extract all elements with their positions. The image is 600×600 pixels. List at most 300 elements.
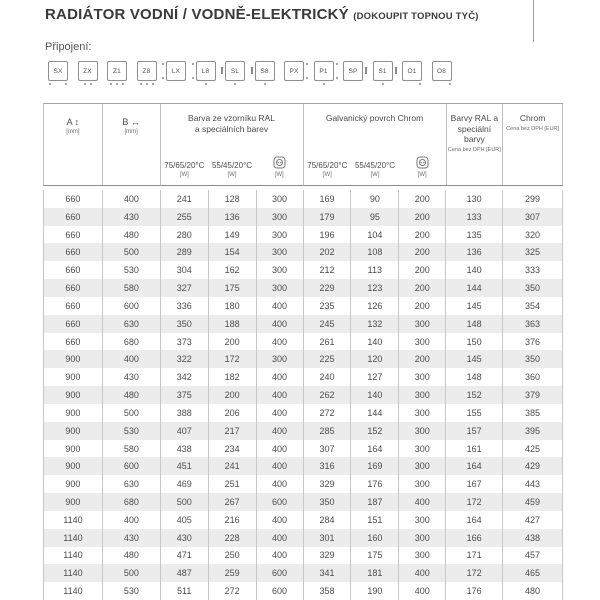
connections-label: Připojení: <box>45 41 92 53</box>
table-cell: 217 <box>209 422 257 440</box>
connection-type-label: SL <box>230 67 240 75</box>
table-cell: 144 <box>351 404 399 422</box>
table-cell: 511 <box>161 582 209 600</box>
table-cell: 400 <box>399 493 446 511</box>
radiator-spec-table <box>43 103 563 600</box>
group-ral-title-line1: Barva ze vzorníku RAL <box>188 113 275 123</box>
table-cell: 196 <box>304 226 352 244</box>
table-cell: 487 <box>161 564 209 582</box>
table-cell: 200 <box>209 386 257 404</box>
table-cell: 469 <box>161 475 209 493</box>
connection-type-label: O1 <box>407 67 417 75</box>
table-cell: 136 <box>209 208 257 226</box>
connection-point-dot <box>221 67 223 74</box>
col-a-header <box>44 104 103 185</box>
table-cell: 465 <box>503 564 563 582</box>
table-cell: 325 <box>503 243 563 261</box>
table-cell: 169 <box>351 457 399 475</box>
table-cell: 132 <box>351 315 399 333</box>
table-row <box>43 511 563 529</box>
table-cell: 430 <box>103 208 161 226</box>
table-cell: 200 <box>209 333 257 351</box>
table-cell: 172 <box>446 493 503 511</box>
table-cell: 200 <box>399 279 446 297</box>
table-cell: 400 <box>257 475 304 493</box>
table-cell: 480 <box>103 547 161 565</box>
connection-type-sl <box>225 61 245 81</box>
table-cell: 166 <box>446 529 503 547</box>
connection-type-sp <box>343 61 363 81</box>
table-cell: 182 <box>209 368 257 386</box>
table-cell: 660 <box>44 279 103 297</box>
connection-point-dot <box>205 83 207 85</box>
ral-55-45-header <box>208 156 256 178</box>
table-cell: 600 <box>257 493 304 511</box>
table-row <box>43 564 563 582</box>
price-ral-title-line1: Barvy RAL a <box>450 113 499 123</box>
table-cell: 333 <box>503 261 563 279</box>
table-cell: 190 <box>351 582 399 600</box>
table-cell: 660 <box>44 243 103 261</box>
table-cell: 430 <box>161 529 209 547</box>
ral-75-65-header <box>161 156 209 178</box>
table-cell: 400 <box>257 457 304 475</box>
table-row <box>43 582 563 600</box>
table-cell: 580 <box>103 440 161 458</box>
chrom-75-65-label: 75/65/20°C <box>307 161 348 170</box>
table-row <box>43 386 563 404</box>
table-cell: 154 <box>209 243 257 261</box>
table-cell: 300 <box>257 350 304 368</box>
table-cell: 284 <box>304 511 352 529</box>
connection-point-dot <box>323 83 325 85</box>
connection-type-label: O8 <box>436 67 447 75</box>
connection-type-o8 <box>432 61 452 81</box>
table-cell: 400 <box>257 315 304 333</box>
table-cell: 167 <box>446 475 503 493</box>
table-cell: 130 <box>446 190 503 208</box>
table-cell: 90 <box>351 190 399 208</box>
table-row <box>43 493 563 511</box>
connection-type-l8 <box>196 61 216 81</box>
table-cell: 228 <box>209 529 257 547</box>
table-cell: 427 <box>503 511 563 529</box>
table-cell: 316 <box>304 457 352 475</box>
table-cell: 225 <box>304 350 352 368</box>
table-cell: 630 <box>103 315 161 333</box>
connection-type-z8 <box>137 61 157 81</box>
electric-heating-icon <box>416 156 429 169</box>
table-cell: 400 <box>257 297 304 315</box>
connection-point-dot <box>395 67 397 74</box>
table-cell: 300 <box>399 457 446 475</box>
table-row <box>43 279 563 297</box>
connection-point-dot <box>49 83 51 85</box>
table-cell: 660 <box>44 315 103 333</box>
table-cell: 342 <box>161 368 209 386</box>
table-cell: 160 <box>351 529 399 547</box>
table-cell: 175 <box>209 279 257 297</box>
table-cell: 400 <box>257 440 304 458</box>
table-cell: 385 <box>503 404 563 422</box>
table-cell: 187 <box>351 493 399 511</box>
table-cell: 354 <box>503 297 563 315</box>
group-chrom-subheaders <box>304 156 446 178</box>
table-row <box>43 547 563 565</box>
table-cell: 300 <box>399 475 446 493</box>
table-row <box>43 529 563 547</box>
ral-55-45-unit: [W] <box>227 172 237 178</box>
table-cell: 108 <box>351 243 399 261</box>
chrom-electric-header <box>399 156 446 178</box>
connection-point-dot <box>116 83 118 85</box>
table-cell: 175 <box>351 547 399 565</box>
col-a-label: A ↕ <box>66 117 80 127</box>
table-cell: 379 <box>503 386 563 404</box>
table-cell: 272 <box>304 404 352 422</box>
table-cell: 212 <box>304 261 352 279</box>
table-cell: 400 <box>257 529 304 547</box>
price-chrom-header <box>503 104 563 185</box>
table-cell: 900 <box>44 493 103 511</box>
table-cell: 500 <box>103 243 161 261</box>
table-cell: 235 <box>304 297 352 315</box>
table-cell: 241 <box>161 190 209 208</box>
table-cell: 363 <box>503 315 563 333</box>
table-cell: 200 <box>399 261 446 279</box>
table-cell: 660 <box>44 226 103 244</box>
table-cell: 240 <box>304 368 352 386</box>
connection-type-s8 <box>255 61 275 81</box>
connection-point-dot <box>65 83 67 85</box>
table-cell: 255 <box>161 208 209 226</box>
table-cell: 261 <box>304 333 352 351</box>
table-row <box>43 261 563 279</box>
table-cell: 660 <box>44 208 103 226</box>
table-cell: 289 <box>161 243 209 261</box>
table-cell: 251 <box>209 475 257 493</box>
table-cell: 140 <box>446 261 503 279</box>
table-cell: 133 <box>446 208 503 226</box>
table-cell: 457 <box>503 547 563 565</box>
table-cell: 200 <box>399 208 446 226</box>
table-cell: 120 <box>351 350 399 368</box>
table-cell: 127 <box>351 368 399 386</box>
connection-point-dot <box>146 83 148 85</box>
table-cell: 429 <box>503 457 563 475</box>
table-cell: 299 <box>503 190 563 208</box>
table-cell: 157 <box>446 422 503 440</box>
connection-type-label: SP <box>348 67 358 75</box>
table-cell: 300 <box>257 279 304 297</box>
page-title-text: RADIÁTOR VODNÍ / VODNĚ-ELEKTRICKÝ <box>45 6 349 23</box>
table-cell: 300 <box>399 547 446 565</box>
table-cell: 350 <box>304 493 352 511</box>
table-cell: 200 <box>399 243 446 261</box>
table-cell: 145 <box>446 297 503 315</box>
table-cell: 471 <box>161 547 209 565</box>
connection-point-dot <box>449 83 451 85</box>
col-a-unit: [mm] <box>66 129 80 135</box>
table-cell: 480 <box>103 386 161 404</box>
table-cell: 148 <box>446 368 503 386</box>
table-cell: 400 <box>257 333 304 351</box>
price-chrom-title-line1: Chrom <box>519 113 546 123</box>
table-cell: 327 <box>161 279 209 297</box>
table-cell: 151 <box>351 511 399 529</box>
table-cell: 375 <box>161 386 209 404</box>
table-cell: 600 <box>257 582 304 600</box>
page-title-note: (DOKOUPIT TOPNOU TYČ) <box>353 11 479 22</box>
table-cell: 900 <box>44 386 103 404</box>
table-cell: 300 <box>257 243 304 261</box>
table-cell: 376 <box>503 333 563 351</box>
group-ral-title <box>188 104 275 134</box>
table-cell: 179 <box>304 208 352 226</box>
table-cell: 104 <box>351 226 399 244</box>
connection-type-lx <box>166 61 186 81</box>
table-cell: 188 <box>209 315 257 333</box>
table-cell: 400 <box>103 190 161 208</box>
table-cell: 900 <box>44 440 103 458</box>
table-cell: 300 <box>399 386 446 404</box>
table-cell: 500 <box>103 564 161 582</box>
table-cell: 329 <box>304 547 352 565</box>
table-cell: 680 <box>103 333 161 351</box>
table-cell: 407 <box>161 422 209 440</box>
table-cell: 360 <box>503 368 563 386</box>
table-cell: 95 <box>351 208 399 226</box>
table-cell: 200 <box>399 297 446 315</box>
table-cell: 152 <box>351 422 399 440</box>
table-row <box>43 315 563 333</box>
table-cell: 320 <box>503 226 563 244</box>
price-chrom-title <box>520 113 546 124</box>
connection-point-dot <box>122 83 124 85</box>
table-cell: 500 <box>161 493 209 511</box>
table-cell: 400 <box>103 350 161 368</box>
table-cell: 660 <box>44 333 103 351</box>
table-cell: 300 <box>257 226 304 244</box>
col-b-unit: [mm] <box>124 129 138 135</box>
table-cell: 600 <box>103 457 161 475</box>
table-cell: 155 <box>446 404 503 422</box>
connection-point-dot <box>162 63 164 65</box>
table-cell: 171 <box>446 547 503 565</box>
table-cell: 322 <box>161 350 209 368</box>
table-cell: 300 <box>257 261 304 279</box>
table-cell: 480 <box>503 582 563 600</box>
connection-type-label: PX <box>289 67 299 75</box>
table-row <box>43 404 563 422</box>
table-cell: 216 <box>209 511 257 529</box>
table-cell: 438 <box>503 529 563 547</box>
connection-type-label: LX <box>171 67 181 75</box>
table-cell: 1140 <box>44 529 103 547</box>
connection-point-dot <box>110 83 112 85</box>
connection-types-row <box>48 61 452 81</box>
table-cell: 200 <box>399 190 446 208</box>
table-cell: 176 <box>446 582 503 600</box>
chrom-75-65-header <box>304 156 352 178</box>
table-cell: 400 <box>257 368 304 386</box>
table-row <box>43 368 563 386</box>
table-cell: 200 <box>399 350 446 368</box>
table-cell: 358 <box>304 582 352 600</box>
connection-type-label: L8 <box>201 67 210 75</box>
table-cell: 660 <box>44 190 103 208</box>
table-cell: 304 <box>161 261 209 279</box>
connection-type-label: S8 <box>260 67 269 75</box>
table-cell: 202 <box>304 243 352 261</box>
table-cell: 443 <box>503 475 563 493</box>
table-row <box>43 422 563 440</box>
connection-type-sx <box>48 61 68 81</box>
table-cell: 267 <box>209 493 257 511</box>
table-cell: 350 <box>161 315 209 333</box>
table-cell: 126 <box>351 297 399 315</box>
ral-75-65-label: 75/65/20°C <box>164 161 205 170</box>
table-cell: 530 <box>103 261 161 279</box>
table-cell: 530 <box>103 582 161 600</box>
connection-point-dot <box>306 63 308 65</box>
table-cell: 630 <box>103 475 161 493</box>
connection-type-zx <box>78 61 98 81</box>
table-cell: 480 <box>103 226 161 244</box>
table-cell: 172 <box>209 350 257 368</box>
table-row <box>43 226 563 244</box>
table-cell: 350 <box>503 350 563 368</box>
table-cell: 169 <box>304 190 352 208</box>
table-cell: 336 <box>161 297 209 315</box>
table-cell: 500 <box>103 404 161 422</box>
connection-point-dot <box>419 83 421 85</box>
group-ral-subheaders <box>161 156 303 178</box>
table-cell: 152 <box>446 386 503 404</box>
table-cell: 660 <box>44 297 103 315</box>
table-row <box>43 333 563 351</box>
table-cell: 300 <box>399 529 446 547</box>
table-cell: 350 <box>503 279 563 297</box>
table-cell: 400 <box>257 511 304 529</box>
table-cell: 900 <box>44 457 103 475</box>
connection-point-dot <box>90 83 92 85</box>
table-cell: 262 <box>304 386 352 404</box>
table-cell: 162 <box>209 261 257 279</box>
table-cell: 200 <box>399 226 446 244</box>
table-cell: 164 <box>351 440 399 458</box>
table-cell: 229 <box>304 279 352 297</box>
table-cell: 149 <box>209 226 257 244</box>
table-cell: 900 <box>44 350 103 368</box>
connection-type-label: P1 <box>319 67 328 75</box>
table-cell: 300 <box>257 208 304 226</box>
page-edge-line <box>533 0 534 42</box>
connection-point-dot <box>264 83 266 85</box>
ral-55-45-label: 55/45/20°C <box>211 161 253 170</box>
col-b-header <box>103 104 161 185</box>
connection-point-dot <box>382 83 384 85</box>
table-cell: 300 <box>399 422 446 440</box>
connection-type-label: SX <box>53 67 63 75</box>
table-cell: 148 <box>446 315 503 333</box>
table-cell: 438 <box>161 440 209 458</box>
group-chrom-title <box>326 104 423 124</box>
table-cell: 206 <box>209 404 257 422</box>
connection-type-o1 <box>402 61 422 81</box>
table-cell: 140 <box>351 386 399 404</box>
connection-point-dot <box>84 83 86 85</box>
col-b-label: B ↔ <box>122 117 140 127</box>
table-cell: 395 <box>503 422 563 440</box>
table-cell: 400 <box>257 547 304 565</box>
connection-point-dot <box>336 63 338 65</box>
table-cell: 145 <box>446 350 503 368</box>
table-row <box>43 190 563 208</box>
ral-75-65-unit: [W] <box>179 172 189 178</box>
table-row <box>43 440 563 458</box>
table-cell: 140 <box>351 333 399 351</box>
table-cell: 245 <box>304 315 352 333</box>
table-cell: 373 <box>161 333 209 351</box>
table-cell: 272 <box>209 582 257 600</box>
table-cell: 164 <box>446 457 503 475</box>
connection-point-dot <box>152 83 154 85</box>
table-cell: 300 <box>399 404 446 422</box>
table-cell: 280 <box>161 226 209 244</box>
table-cell: 123 <box>351 279 399 297</box>
price-ral-title-line2: speciální barvy <box>457 123 492 144</box>
table-row <box>43 350 563 368</box>
group-ral-header <box>161 104 304 185</box>
table-cell: 1140 <box>44 582 103 600</box>
table-cell: 900 <box>44 475 103 493</box>
chrom-55-45-header <box>351 156 399 178</box>
table-cell: 176 <box>351 475 399 493</box>
table-cell: 300 <box>257 190 304 208</box>
table-cell: 680 <box>103 493 161 511</box>
table-cell: 341 <box>304 564 352 582</box>
price-ral-title <box>447 113 503 145</box>
table-cell: 329 <box>304 475 352 493</box>
table-cell: 580 <box>103 279 161 297</box>
connection-point-dot <box>365 67 367 74</box>
table-cell: 400 <box>103 511 161 529</box>
table-cell: 400 <box>257 404 304 422</box>
table-cell: 1140 <box>44 564 103 582</box>
connection-type-px <box>284 61 304 81</box>
chrom-electric-unit: [W] <box>417 172 427 178</box>
table-cell: 660 <box>44 261 103 279</box>
table-cell: 1140 <box>44 547 103 565</box>
price-chrom-note: Cena bez DPH [EUR] <box>506 125 560 132</box>
table-cell: 164 <box>446 511 503 529</box>
page-title <box>45 6 479 23</box>
table-body <box>43 190 563 600</box>
table-cell: 430 <box>103 368 161 386</box>
table-cell: 161 <box>446 440 503 458</box>
connection-type-label: ZX <box>83 67 92 75</box>
table-cell: 530 <box>103 422 161 440</box>
table-cell: 135 <box>446 226 503 244</box>
connection-type-label: Z1 <box>113 67 121 75</box>
table-cell: 600 <box>257 564 304 582</box>
table-cell: 113 <box>351 261 399 279</box>
connection-point-dot <box>234 83 236 85</box>
table-cell: 181 <box>351 564 399 582</box>
table-row <box>43 297 563 315</box>
table-cell: 900 <box>44 404 103 422</box>
